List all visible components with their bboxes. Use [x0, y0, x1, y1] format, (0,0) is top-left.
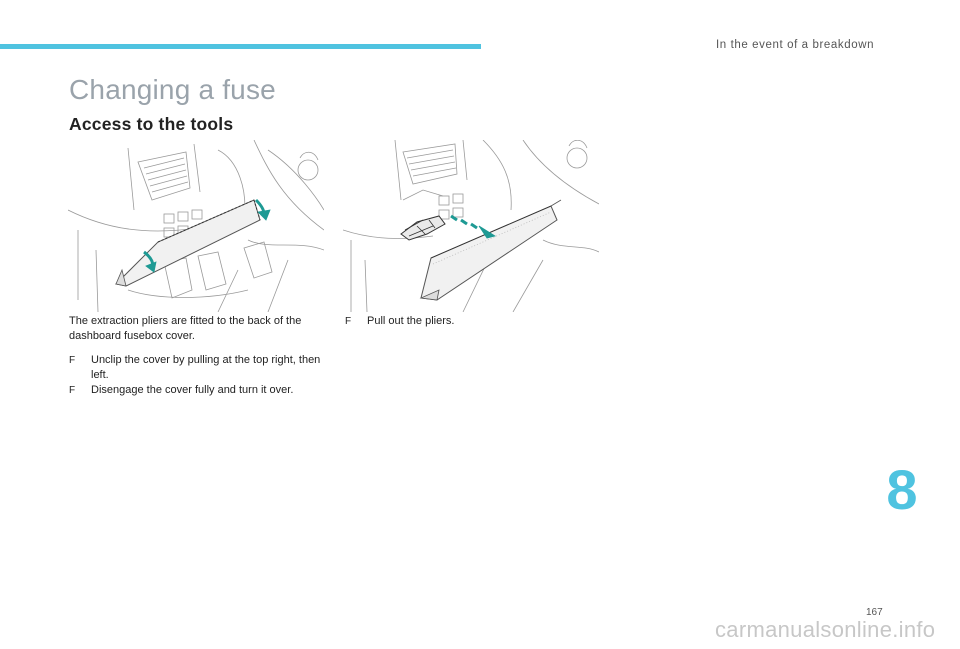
section-title: Access to the tools [69, 114, 234, 134]
intro-paragraph: The extraction pliers are fitted to the back of the dashboard fusebox cover. [69, 315, 302, 342]
bullet-text: Unclip the cover by pulling at the top right, then left. [91, 354, 321, 381]
bullet-unclip-cover [69, 353, 324, 383]
header-accent-bar [0, 44, 481, 49]
bullet-marker: F [345, 316, 352, 327]
chapter-number: 8 [886, 458, 918, 521]
page-title: Changing a fuse [69, 74, 276, 105]
bullet-text: Pull out the pliers. [367, 315, 455, 327]
bullet-marker: F [69, 355, 76, 366]
page-number: 167 [866, 607, 883, 618]
header-section-title: In the event of a breakdown [716, 39, 875, 51]
text-column-left [69, 314, 324, 398]
figure-unclip-cover [68, 140, 324, 312]
figure-pull-pliers [343, 140, 599, 312]
bullet-disengage-cover [69, 383, 324, 398]
bullet-text: Disengage the cover fully and turn it over. [91, 384, 294, 396]
bullet-pull-pliers [345, 314, 600, 329]
watermark: carmanualsonline.info [715, 617, 936, 642]
text-column-right [345, 314, 600, 329]
bullet-marker: F [69, 385, 76, 396]
